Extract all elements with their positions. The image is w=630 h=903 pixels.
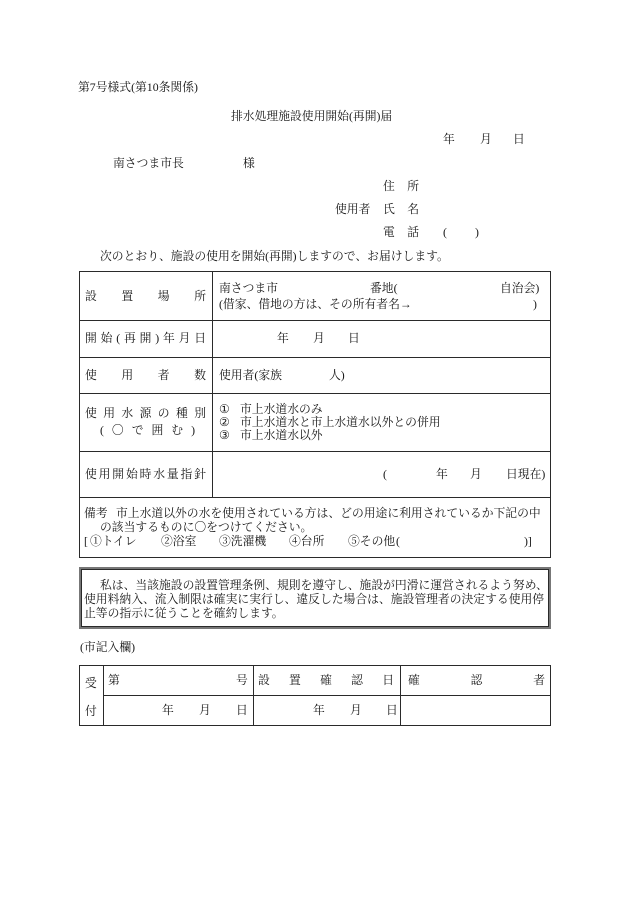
meter-month-label: 月 <box>470 467 482 481</box>
pledge-line-2: 使用料納入、流入制限は確実に実行し、違反した場合は、施設管理者の決定する使用停 <box>84 592 545 606</box>
use-option-other: ⑤その他 <box>348 534 396 548</box>
table-column-rule <box>212 271 213 497</box>
receipt-number-prefix: 第 <box>108 673 120 687</box>
meter-label: 使用開始時水量指針 <box>85 467 206 481</box>
phone-paren-close: ) <box>475 225 479 239</box>
confirm-day-label: 日 <box>386 703 398 717</box>
users-value-close: 人) <box>329 368 345 382</box>
confirm-month-label: 月 <box>350 703 362 717</box>
location-owner-close: ) <box>533 297 537 311</box>
use-option-toilet: ①トイレ <box>90 534 137 548</box>
water-option-number: ③ <box>219 428 230 442</box>
water-source-label: 使用水源の種別 <box>85 406 206 420</box>
use-option-bathroom: ②浴室 <box>161 534 197 548</box>
pledge-line-1: 私は、当該施設の設置管理条例、規則を遵守し、施設が円滑に運営されるよう努め、 <box>100 578 548 592</box>
receipt-label-bottom: 付 <box>85 704 97 718</box>
addressee-name: 南さつま市長 <box>113 156 184 170</box>
users-value-open: 使用者(家族 <box>219 368 282 382</box>
form-number: 第7号様式(第10条関係) <box>78 80 198 94</box>
receipt-label-top: 受 <box>85 676 97 690</box>
water-option-text: 市上水道水以外 <box>240 428 323 442</box>
applicant-name-label: 氏名 <box>383 202 419 216</box>
table-rule <box>79 320 551 321</box>
receipt-number-suffix: 号 <box>236 673 248 687</box>
water-option-text: 市上水道水のみ <box>240 402 323 416</box>
receipt-day-label: 日 <box>236 703 248 717</box>
phone-paren-open: ( <box>443 225 447 239</box>
applicant-role-label: 使用者 <box>335 202 371 216</box>
use-option-washer: ③洗濯機 <box>219 534 267 548</box>
use-other-paren-open: ( <box>396 534 400 548</box>
intro-text: 次のとおり、施設の使用を開始(再開)しますので、お届けします。 <box>100 249 449 263</box>
users-label: 使用者数 <box>85 368 206 382</box>
office-use-heading: (市記入欄) <box>80 640 136 654</box>
water-source-sublabel: (〇で囲む) <box>100 423 195 437</box>
table-rule <box>103 695 551 696</box>
remarks-label: 備考 <box>84 506 108 520</box>
receipt-month-label: 月 <box>199 703 211 717</box>
applicant-address-label: 住所 <box>383 179 419 193</box>
table-rule <box>79 451 551 452</box>
location-city: 南さつま市 <box>219 281 278 295</box>
water-option-number: ② <box>219 415 230 429</box>
uses-bracket-open: [ <box>84 534 88 548</box>
pledge-line-3: 止等の指示に従うことを確約します。 <box>84 606 284 620</box>
confirmer-label: 確認者 <box>408 673 545 687</box>
table-rule <box>79 393 551 394</box>
start-month-label: 月 <box>313 331 325 345</box>
confirm-year-label: 年 <box>313 703 325 717</box>
location-lot: 番地( <box>370 281 398 295</box>
start-date-label: 開始(再開)年月日 <box>85 331 206 345</box>
start-year-label: 年 <box>277 331 289 345</box>
location-association: 自治会) <box>500 281 540 295</box>
use-option-kitchen: ④台所 <box>289 534 325 548</box>
remarks-line-1: 市上水道以外の水を使用されている方は、どの用途に利用されているか下記の中 <box>116 506 541 520</box>
meter-day-suffix: 日現在) <box>506 467 546 481</box>
form-title: 排水処理施設使用開始(再開)届 <box>231 109 393 123</box>
submission-year-label: 年 <box>443 132 455 146</box>
remarks-line-2: の該当するものに〇をつけてください。 <box>100 520 313 534</box>
location-owner-note: (借家、借地の方は、その所有者名→ <box>219 297 412 311</box>
water-option-number: ① <box>219 402 230 416</box>
applicant-phone-label: 電話 <box>383 225 419 239</box>
table-rule <box>79 357 551 358</box>
meter-paren-open: ( <box>383 467 387 481</box>
submission-day-label: 日 <box>513 132 525 146</box>
location-label: 設置場所 <box>85 289 206 303</box>
meter-year-label: 年 <box>436 467 448 481</box>
confirm-date-label: 設置確認日 <box>258 673 394 687</box>
water-option-text: 市上水道水と市上水道水以外との併用 <box>240 415 441 429</box>
addressee-honorific: 様 <box>243 156 255 170</box>
receipt-year-label: 年 <box>162 703 174 717</box>
start-day-label: 日 <box>348 331 360 345</box>
table-rule <box>79 497 551 498</box>
submission-month-label: 月 <box>480 132 492 146</box>
uses-bracket-close: )] <box>524 534 532 548</box>
